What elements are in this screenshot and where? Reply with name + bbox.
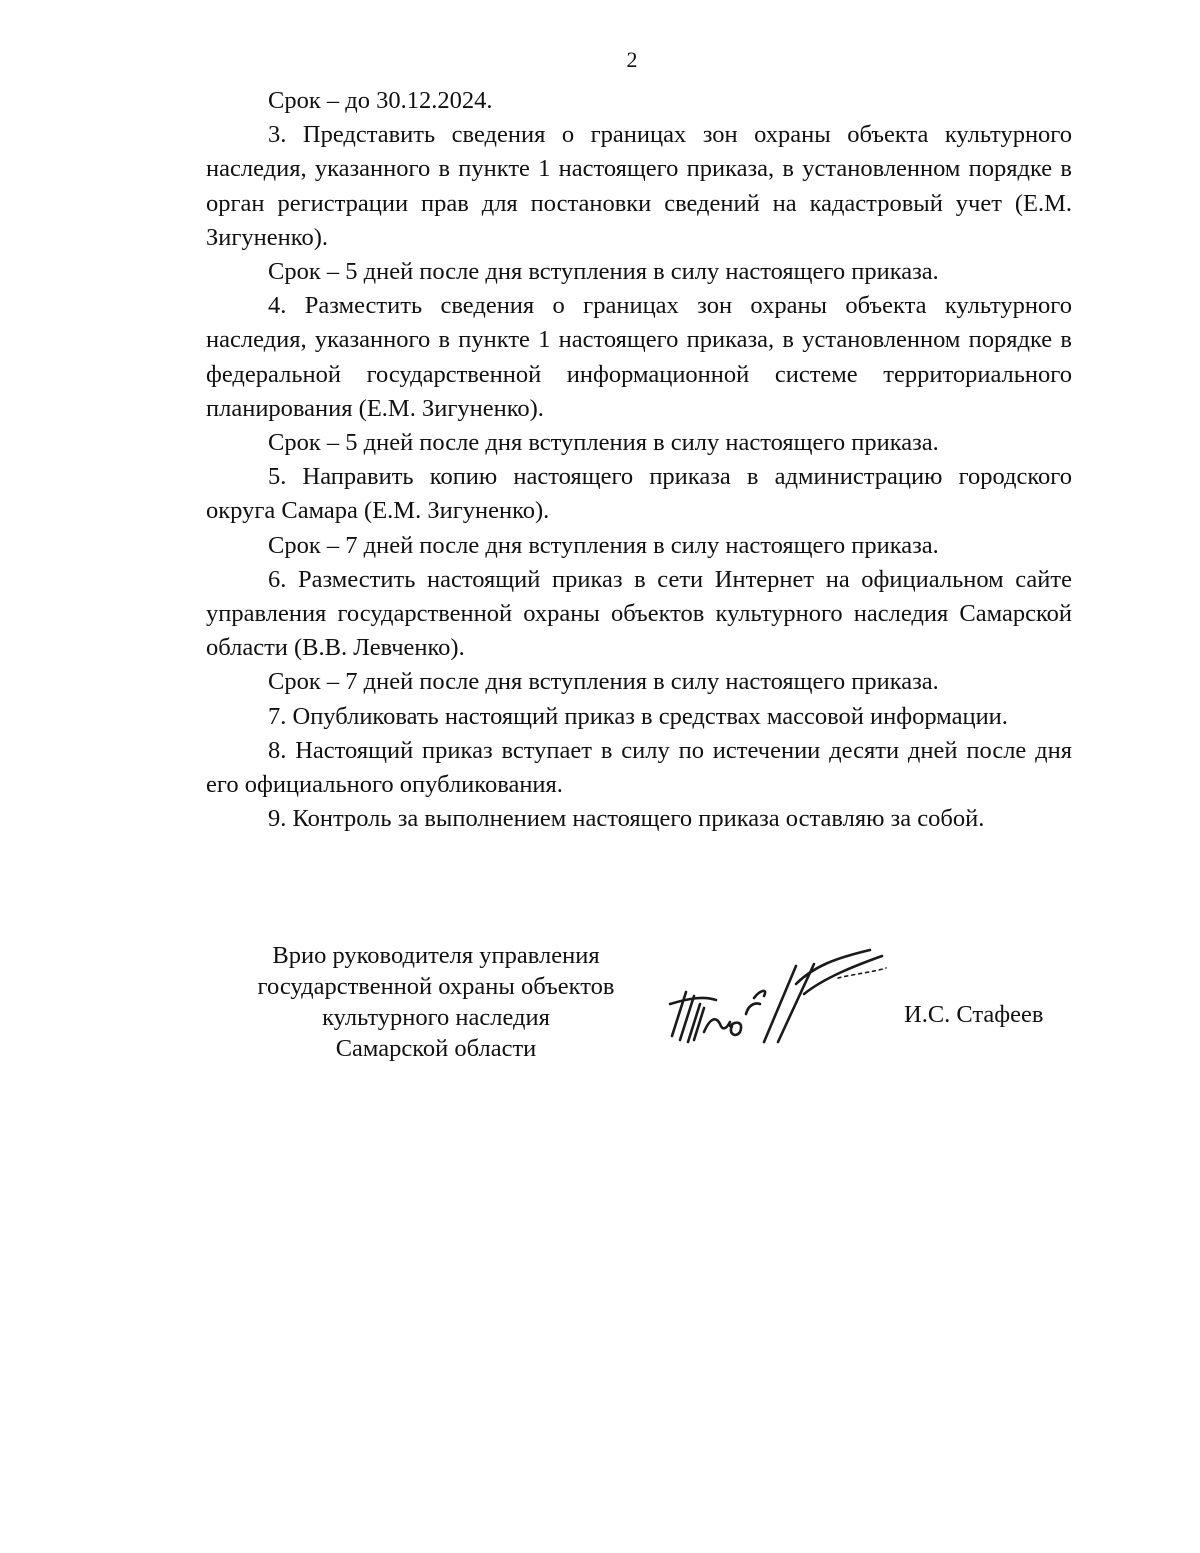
order-item-9: 9. Контроль за выполнением настоящего приказа оставляю за собой. [268,805,985,833]
order-item-8: 8. Настоящий приказ вступает в силу по истечении десяти дней после дня его официального опубликования. [206,736,1072,799]
order-item-3: 3. Представить сведения о границах зон охраны объекта культурного наследия, указанного в пункте 1 настоящего приказа, в установленном порядке в орган регистрации прав для постановки сведений на кадастровый учет (Е.М. Зигуненко). [206,121,1072,251]
signature-block [0,940,1200,1070]
deadline-paragraph: Срок – 7 дней после дня вступления в силу настоящего приказа. [268,531,939,559]
position-line: культурного наследия [322,1004,550,1031]
deadline-paragraph: Срок – 7 дней после дня вступления в силу настоящего приказа. [268,668,939,696]
position-line: Самарской области [335,1035,537,1062]
handwritten-signature-icon [664,944,894,1064]
order-item-7: 7. Опубликовать настоящий приказ в средствах массовой информации. [268,702,1008,730]
position-line: Врио руководителя управления [272,942,600,969]
order-item-5: 5. Направить копию настоящего приказа в администрацию городского округа Самара (Е.М. Зигуненко). [206,463,1072,525]
page-number: 2 [626,47,638,72]
deadline-paragraph: Срок – 5 дней после дня вступления в силу настоящего приказа. [268,429,939,457]
signer-name: И.С. Стафеев [904,1001,1044,1028]
order-item-6: 6. Разместить настоящий приказ в сети Интернет на официальном сайте управления государственной охраны объектов культурного наследия Самарской области (В.В. Левченко). [206,565,1072,662]
signer-position [236,940,636,1064]
deadline-paragraph: Срок – до 30.12.2024. [268,87,493,114]
position-line: государственной охраны объектов [257,973,615,1000]
order-body [206,84,1072,836]
deadline-paragraph: Срок – 5 дней после дня вступления в силу настоящего приказа. [268,258,939,286]
order-item-4: 4. Разместить сведения о границах зон охраны объекта культурного наследия, указанного в пункте 1 настоящего приказа, в установленном порядке в федеральной государственной информационной системе территориального планирования (Е.М. Зигуненко). [206,292,1072,422]
